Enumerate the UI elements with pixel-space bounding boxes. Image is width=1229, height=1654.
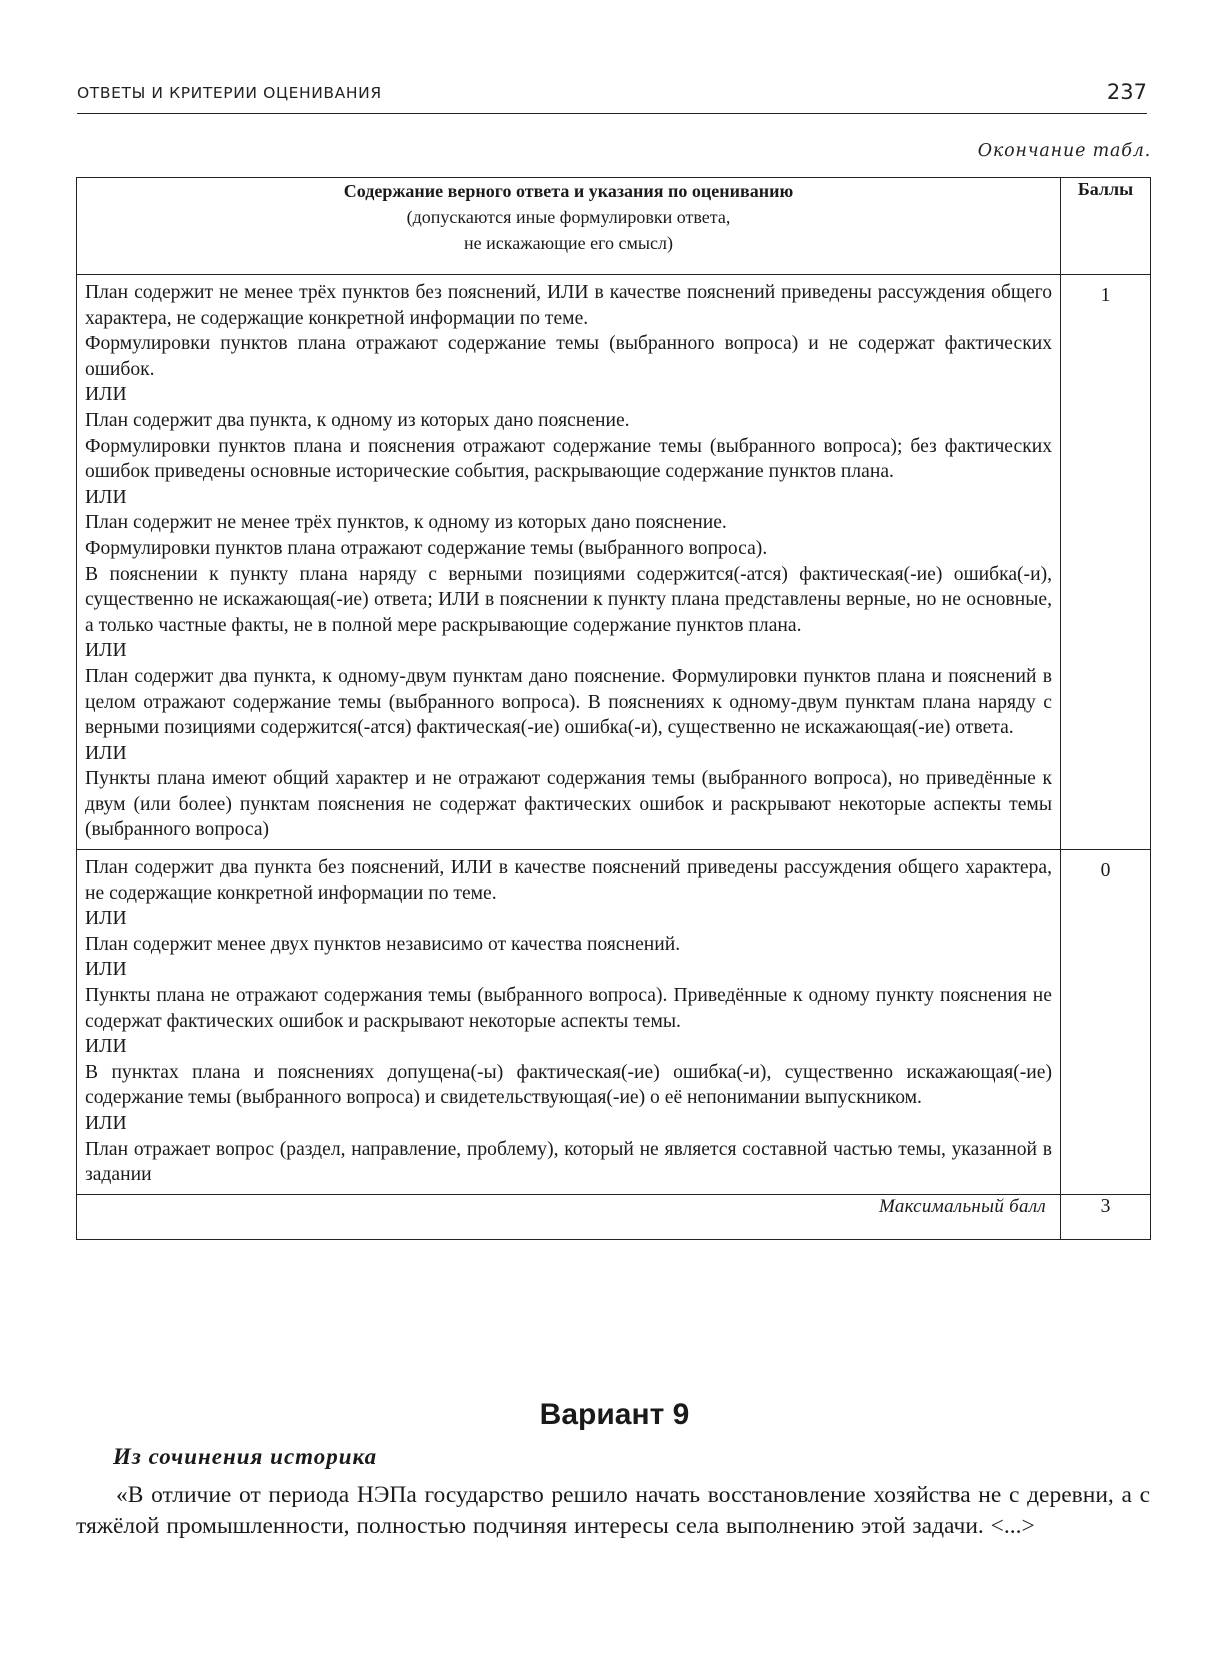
score-cell: 0	[1061, 850, 1151, 1195]
source-title: Из сочинения историка	[113, 1444, 378, 1469]
score-cell: 1	[1061, 275, 1151, 850]
column-header-score: Баллы	[1061, 178, 1151, 275]
table-caption: Окончание табл.	[977, 141, 1151, 161]
historian-quote: «В отличие от периода НЭПа государство решило начать восстановление хозяйства не с деревни, а с тяжёлой промышленности, полностью подчиняя интересы села выполнению этой задачи. <...>	[76, 1482, 1150, 1539]
or-separator: ИЛИ	[85, 908, 127, 930]
criteria-paragraph: Формулировки пунктов плана и пояснения отражают содержание темы (выбранного вопроса); без фактических ошибок приведены основные исторические события, раскрывающие содержание пунктов плана.	[85, 435, 1052, 483]
variant-heading: Вариант 9	[539, 1398, 690, 1431]
or-separator: ИЛИ	[85, 1113, 127, 1134]
criteria-paragraph: План содержит два пункта, к одному-двум пунктам дано пояснение. Формулировки пунктов плана и пояснений в целом отражают содержание темы (выбранного вопроса). В пояснениях к одному-двум пунктам плана наряду с верными позициями содержится(-атся) фактическая(-ие) ошибка(-и), существенно не искажающая(-ие) ответа.	[85, 665, 1052, 739]
table-row	[77, 275, 1151, 850]
table-header-row	[77, 178, 1151, 275]
or-separator: ИЛИ	[85, 640, 127, 662]
criteria-paragraph: План содержит два пункта, к одному из которых дано пояснение.	[85, 409, 630, 431]
or-separator: ИЛИ	[85, 742, 127, 764]
criteria-paragraph: План содержит два пункта без пояснений, ИЛИ в качестве пояснений приведены рассуждения общего характера, не содержащие конкретной информации по теме.	[85, 857, 1052, 904]
running-head	[77, 80, 1147, 114]
criteria-table	[76, 177, 1151, 1240]
section-title: ОТВЕТЫ И КРИТЕРИИ ОЦЕНИВАНИЯ	[77, 84, 382, 102]
criteria-text-cell	[77, 275, 1061, 850]
header-line: не искажающие его смысл)	[464, 233, 673, 253]
criteria-paragraph: Формулировки пунктов плана отражают содержание темы (выбранного вопроса) и не содержат фактических ошибок.	[85, 333, 1052, 380]
criteria-paragraph: Пункты плана имеют общий характер и не отражают содержания темы (выбранного вопроса), но приведённые к двум (или более) пунктам пояснения не содержат фактических ошибок и раскрывают некоторые аспекты темы (выбранного вопроса)	[85, 768, 1052, 841]
or-separator: ИЛИ	[85, 1036, 127, 1058]
criteria-paragraph: В пояснении к пункту плана наряду с верными позициями содержится(-атся) фактическая(-ие) ошибка(-и), существенно не искажающая(-ие) ответа; ИЛИ в пояснении к пункту плана представлены верные, но не основные, а только частные факты, не в полной мере раскрывающие содержание пунктов плана.	[85, 563, 1052, 636]
criteria-paragraph: План отражает вопрос (раздел, направление, проблему), который не является составной частью темы, указанной в задании	[85, 1138, 1052, 1186]
header-line: (допускаются иные формулировки ответа,	[406, 207, 731, 227]
criteria-text-cell	[77, 850, 1061, 1195]
or-separator: ИЛИ	[85, 959, 127, 981]
or-separator: ИЛИ	[85, 384, 127, 406]
or-separator: ИЛИ	[85, 486, 127, 508]
max-score-value: 3	[1061, 1194, 1151, 1239]
criteria-paragraph: План содержит не менее трёх пунктов, к одному из которых дано пояснение.	[85, 512, 727, 534]
criteria-paragraph: Пункты плана не отражают содержания темы (выбранного вопроса). Приведённые к одному пункту пояснения не содержат фактических ошибок и раскрывают некоторые аспекты темы.	[85, 985, 1052, 1032]
criteria-paragraph: План содержит менее двух пунктов независимо от качества пояснений.	[85, 933, 681, 955]
max-score-label: Максимальный балл	[77, 1194, 1061, 1239]
max-score-row	[77, 1194, 1151, 1239]
criteria-paragraph: План содержит не менее трёх пунктов без пояснений, ИЛИ в качестве пояснений приведены рассуждения общего характера, не содержащие конкретной информации по теме.	[85, 282, 1052, 329]
criteria-paragraph: Формулировки пунктов плана отражают содержание темы (выбранного вопроса).	[85, 537, 768, 559]
table-row	[77, 850, 1151, 1195]
page-number: 237	[1106, 80, 1147, 104]
column-header-content	[77, 178, 1061, 275]
header-line: Содержание верного ответа и указания по оцениванию	[343, 181, 794, 201]
criteria-paragraph: В пунктах плана и пояснениях допущена(-ы) фактическая(-ие) ошибка(-и), существенно искажающая(-ие) содержание темы (выбранного вопроса) и свидетельствующая(-ие) о её непонимании выпускником.	[85, 1061, 1052, 1109]
